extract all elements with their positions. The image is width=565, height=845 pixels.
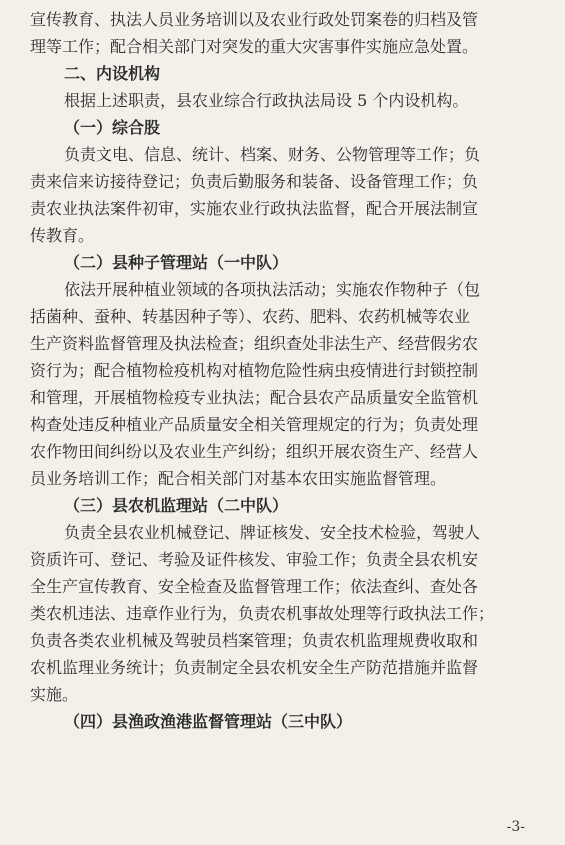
section-heading: （四）县渔政渔港监督管理站（三中队） [64,712,353,731]
text-line: 宣传教育、执法人员业务培训以及农业行政处罚案卷的归档及管 [30,10,479,29]
text-line: 类农机违法、违章作业行为，负责农机事故处理等行政执法工作； [30,604,495,623]
document-body [30,6,530,735]
section-heading: （三）县农机监理站（二中队） [64,496,289,515]
text-line: 负责全县农业机械登记、牌证核发、安全技术检验，驾驶人 [64,523,481,542]
page-number: -3- [506,819,525,835]
text-line: 构查处违反种植业产品质量安全相关管理规定的行为；负责处理 [30,415,479,434]
text-line: 资质许可、登记、考验及证件核发、审验工作；负责全县农机安 [30,550,479,569]
text-line: 责农业执法案件初审，实施农业行政执法监督，配合开展法制宣 [30,199,479,218]
text-line: 负责各类农业机械及驾驶员档案管理；负责农机监理规费收取和 [30,631,479,650]
text-line: 负责文电、信息、统计、档案、财务、公物管理等工作；负 [64,145,481,164]
text-line: 传教育。 [30,226,95,245]
text-line: 资行为；配合植物检疫机构对植物危险性病虫疫情进行封锁控制 [30,361,479,380]
text-line: 根据上述职责，县农业综合行政执法局设 5 个内设机构。 [64,91,469,110]
text-line: 农作物田间纠纷以及农业生产纠纷；组织开展农资生产、经营人 [30,442,479,461]
section-heading: （二）县种子管理站（一中队） [64,253,289,272]
text-line: 生产资料监督管理及执法检查；组织查处非法生产、经营假劣农 [30,334,479,353]
text-line: 员业务培训工作；配合相关部门对基本农田实施监督管理。 [30,469,447,488]
section-heading: （一）综合股 [64,118,161,137]
text-line: 农机监理业务统计；负责制定全县农机安全生产防范措施并监督 [30,658,479,677]
text-line: 实施。 [30,685,79,704]
text-line: 和管理，开展植物检疫专业执法；配合县农产品质量安全监管机 [30,388,479,407]
section-heading: 二、内设机构 [64,64,161,83]
text-line: 责来信来访接待登记；负责后勤服务和装备、设备管理工作；负 [30,172,479,191]
text-line: 理等工作；配合相关部门对突发的重大灾害事件实施应急处置。 [30,37,479,56]
text-line: 全生产宣传教育、安全检查及监督管理工作；依法查纠、查处各 [30,577,479,596]
text-line: 括菌种、蚕种、转基因种子等）、农药、肥料、农药机械等农业 [30,307,471,326]
text-line: 依法开展种植业领域的各项执法活动；实施农作物种子（包 [64,280,481,299]
